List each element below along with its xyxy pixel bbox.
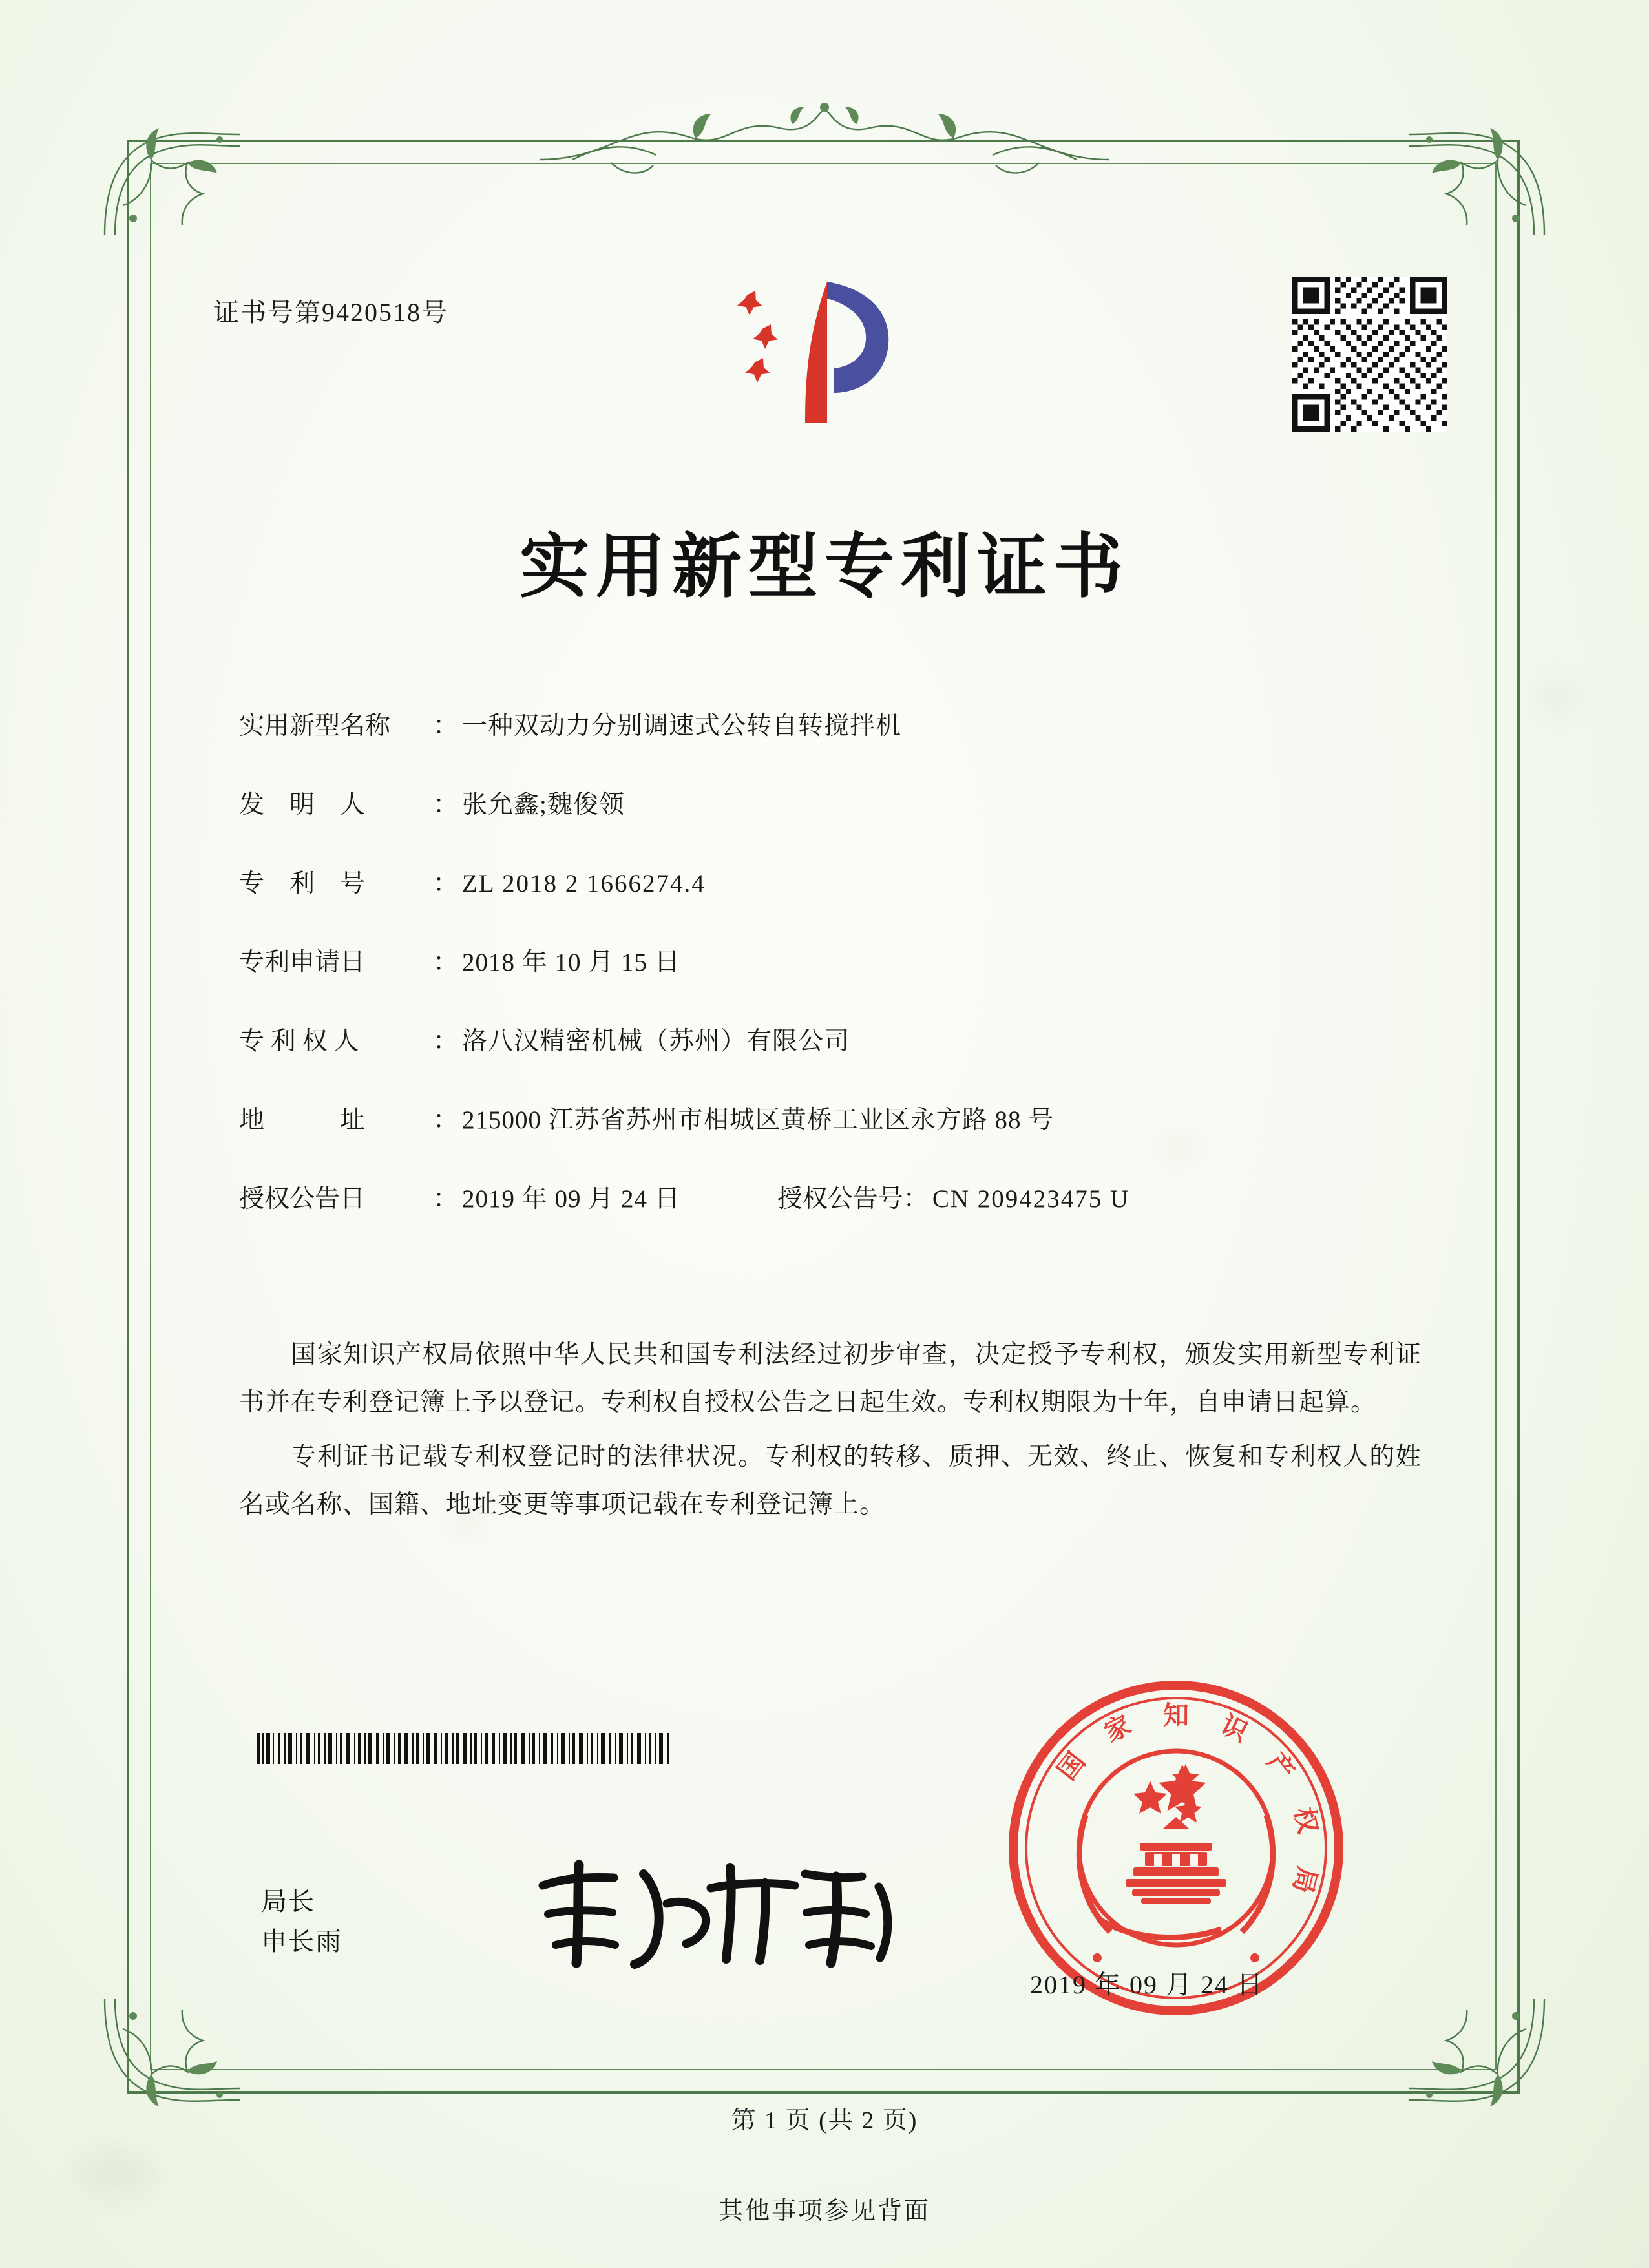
field-label-grant-date: 授权公告日 xyxy=(239,1185,366,1213)
field-row-patent-number xyxy=(239,863,1434,899)
svg-text:国: 国 xyxy=(1051,1747,1091,1786)
back-side-note: 其他事项参见背面 xyxy=(718,2198,930,2225)
cnipa-logo-icon xyxy=(730,258,918,446)
field-label: 地 址 xyxy=(239,1106,366,1134)
svg-text:权: 权 xyxy=(1288,1804,1324,1836)
svg-text:识: 识 xyxy=(1215,1709,1253,1748)
field-value: 215000 江苏省苏州市相城区黄桥工业区永方路 88 号 xyxy=(462,1106,1055,1134)
field-label-grant-number: 授权公告号 xyxy=(777,1185,903,1213)
svg-text:产: 产 xyxy=(1261,1747,1301,1786)
field-colon: ： xyxy=(903,1185,929,1213)
field-colon: ： xyxy=(433,712,459,740)
field-row-grant-announcement xyxy=(239,1179,1434,1215)
field-colon: ： xyxy=(433,1027,459,1055)
field-value-grant-date: 2019 年 09 月 24 日 xyxy=(462,1185,680,1213)
field-label: 专利申请日 xyxy=(239,949,366,976)
svg-text:局: 局 xyxy=(1287,1864,1323,1896)
field-colon: ： xyxy=(433,949,459,976)
certificate-number: 证书号第9420518号 xyxy=(213,298,448,327)
field-label: 专 利 权 人 xyxy=(239,1027,359,1055)
svg-text:知: 知 xyxy=(1163,1700,1189,1730)
field-row-utility-model-name xyxy=(239,706,1434,742)
field-list xyxy=(239,706,1434,1257)
barcode-icon xyxy=(257,1733,671,1764)
legal-paragraph-1: 国家知识产权局依照中华人民共和国专利法经过初步审查，决定授予专利权，颁发实用新型专利证书并在专利登记簿上予以登记。专利权自授权公告之日起生效。专利权期限为十年，自申请日起算。 xyxy=(239,1341,1422,1416)
signature-labels xyxy=(261,1882,342,1962)
field-colon: ： xyxy=(433,1106,459,1134)
field-row-application-date xyxy=(239,942,1434,978)
qr-code-icon xyxy=(1292,277,1447,432)
field-row-inventor xyxy=(239,784,1434,821)
field-colon: ： xyxy=(433,791,459,819)
field-row-patentee xyxy=(239,1021,1434,1057)
paper-texture-blotch xyxy=(1538,685,1577,711)
field-row-address xyxy=(239,1100,1434,1136)
legal-paragraph-2: 专利证书记载专利权登记时的法律状况。专利权的转移、质押、无效、终止、恢复和专利权人的姓名或名称、国籍、地址变更等事项记载在专利登记簿上。 xyxy=(239,1443,1422,1518)
handwritten-signature-icon xyxy=(517,1848,918,1977)
field-label: 发 明 人 xyxy=(239,791,366,819)
field-label: 实用新型名称 xyxy=(239,712,391,740)
commissioner-name-label: 申长雨 xyxy=(261,1927,342,1956)
field-value: 一种双动力分别调速式公转自转搅拌机 xyxy=(462,712,902,740)
page-number: 第 1 页 (共 2 页) xyxy=(731,2107,918,2134)
field-colon: ： xyxy=(433,870,459,898)
field-label: 专 利 号 xyxy=(239,870,366,898)
field-value: ZL 2018 2 1666274.4 xyxy=(462,870,706,898)
field-value: 洛八汉精密机械（苏州）有限公司 xyxy=(462,1027,850,1055)
legal-text-block xyxy=(239,1331,1422,1535)
field-value-grant-number: CN 209423475 U xyxy=(932,1185,1130,1213)
commissioner-role-label: 局长 xyxy=(261,1887,315,1916)
field-value: 张允鑫;魏俊领 xyxy=(462,791,625,819)
field-colon: ： xyxy=(433,1185,459,1213)
seal-date: 2019 年 09 月 24 日 xyxy=(1030,1970,1264,1999)
svg-text:家: 家 xyxy=(1099,1709,1137,1748)
field-value: 2018 年 10 月 15 日 xyxy=(462,949,680,976)
page-title: 实用新型专利证书 xyxy=(519,526,1129,607)
